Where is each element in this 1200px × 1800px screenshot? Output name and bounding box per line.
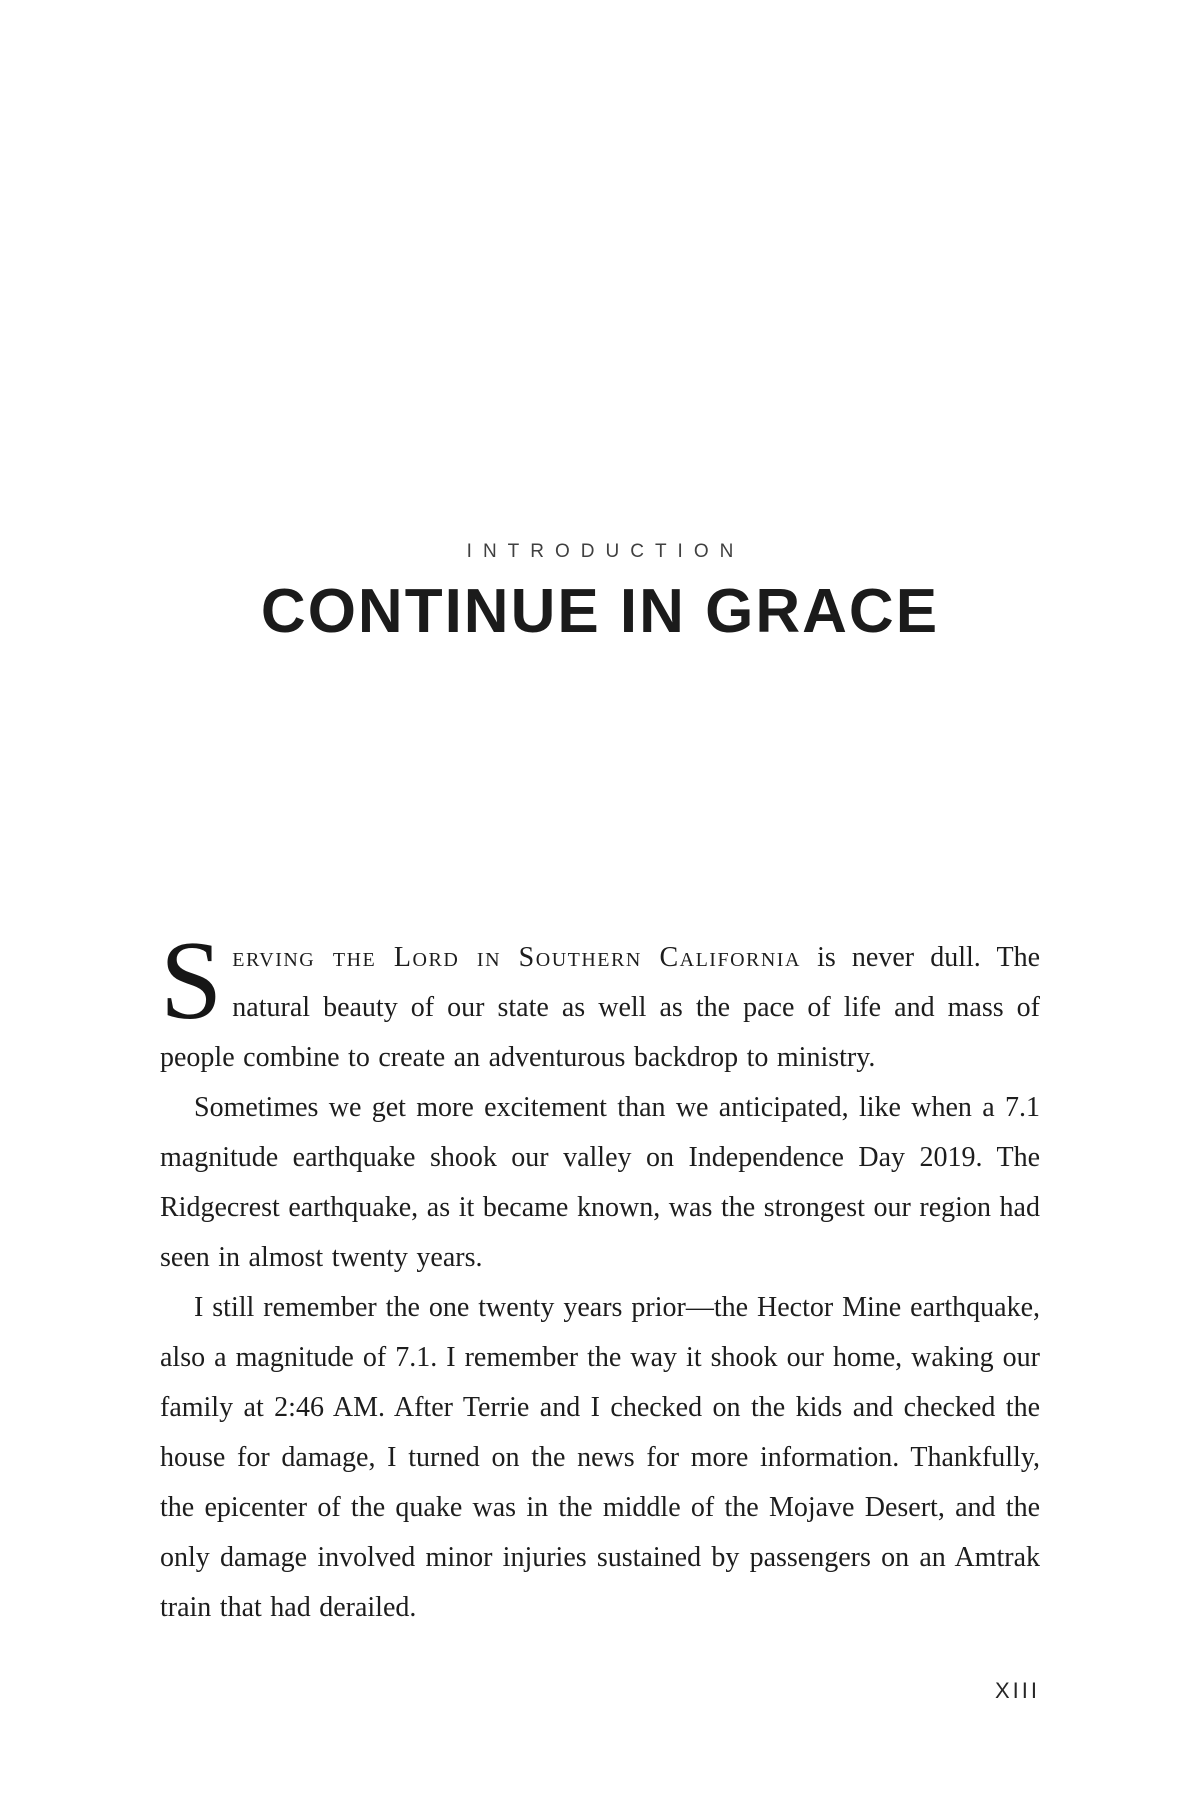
drop-cap: S (160, 919, 223, 1043)
paragraph-1 (160, 919, 1040, 1083)
page-number: XIII (994, 1678, 1040, 1703)
paragraph-3: I still remember the one twenty years prior—the Hector Mine earthquake, also a magnitude of 7.1. I remember the way it shook our home, waking our family at 2:46 AM. After Terrie and I checked on the kids and checked the house for damage, I turned on the news for more information. Thankfully, the epicenter of the quake was in the middle of the Mojave Desert, and the only damage involved minor injuries sustained by passengers on an Amtrak train that had derailed. (160, 1292, 1040, 1623)
paragraph-2: Sometimes we get more excitement than we anticipated, like when a 7.1 magnitude earthquake shook our valley on Independence Day 2019. The Ridgecrest earthquake, as it became known, was the strongest our region had seen in almost twenty years. (160, 1092, 1040, 1273)
body-text (160, 919, 1040, 1633)
small-caps-lead: erving the Lord in Southern California (232, 942, 801, 973)
paragraph-1-text: is never dull. The natural beauty of our state as well as the pace of life and mass of people combine to create an adventurous backdrop to ministry. (160, 942, 1040, 1073)
section-kicker: INTRODUCTION (466, 541, 745, 562)
page-title: CONTINUE IN GRACE (260, 577, 940, 646)
